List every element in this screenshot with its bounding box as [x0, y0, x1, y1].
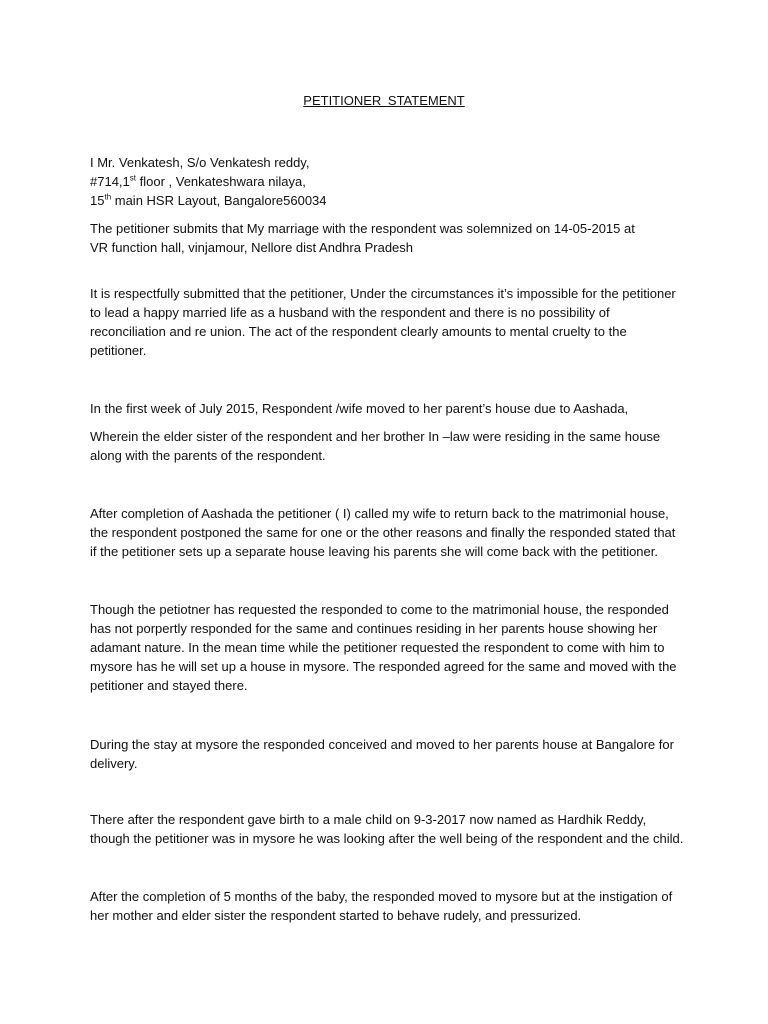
paragraph-line: delivery.: [90, 756, 138, 771]
paragraph-birth: [90, 810, 700, 848]
paragraph-line: petitioner.: [90, 343, 147, 358]
paragraph-line: After completion of Aashada the petitioner ( I) called my wife to return back to the matrimonial house,: [90, 506, 669, 521]
paragraph-line: Wherein the elder sister of the respondent and her brother In –law were residing in the same house: [90, 429, 661, 444]
paragraph-line: though the petitioner was in mysore he was looking after the well being of the respondent and the child.: [90, 831, 684, 846]
paragraph-line: adamant nature. In the mean time while the petitioner requested the respondent to come with him to: [90, 640, 665, 655]
paragraph-line: Though the petiotner has requested the responded to come to the matrimonial house, the responded: [90, 602, 669, 617]
address-line-1: I Mr. Venkatesh, S/o Venkatesh reddy,: [90, 155, 310, 170]
paragraph-line: There after the respondent gave birth to a male child on 9-3-2017 now named as Hardhik Reddy,: [90, 812, 647, 827]
paragraph-line: has not porpertly responded for the same and continues residing in her parents house showing her: [90, 621, 658, 636]
paragraph-delivery: [90, 735, 700, 773]
address-line-2: [90, 172, 700, 191]
paragraph-line: In the first week of July 2015, Respondent /wife moved to her parent’s house due to Aashada,: [90, 401, 629, 416]
paragraph-line: It is respectfully submitted that the petitioner, Under the circumstances it’s impossible for the petitioner: [90, 286, 676, 301]
paragraph-line: the respondent postponed the same for one or the other reasons and finally the responded stated that: [90, 525, 676, 540]
paragraph-elder-sister: [90, 427, 700, 465]
paragraph-marriage: [90, 219, 700, 257]
address-line-2-rest: floor , Venkateshwara nilaya,: [136, 174, 306, 189]
address-line-2-superscript: st: [129, 173, 136, 183]
paragraph-mysore-move: [90, 600, 700, 695]
paragraph-five-months: [90, 887, 700, 925]
document-title: PETITIONER STATEMENT: [303, 93, 465, 108]
paragraph-submission: [90, 284, 700, 360]
paragraph-line: The petitioner submits that My marriage with the respondent was solemnized on 14-05-2015 at: [90, 221, 635, 236]
paragraph-line: After the completion of 5 months of the baby, the responded moved to mysore but at the instigation of: [90, 889, 673, 904]
paragraph-line: reconciliation and re union. The act of the respondent clearly amounts to mental cruelty to the: [90, 324, 627, 339]
paragraph-line: VR function hall, vinjamour, Nellore dist Andhra Pradesh: [90, 240, 414, 255]
paragraph-aashada: [90, 504, 700, 561]
paragraph-line: During the stay at mysore the responded conceived and moved to her parents house at Bangalore for: [90, 737, 674, 752]
address-line-3-text: 15: [90, 193, 105, 208]
paragraph-line: if the petitioner sets up a separate house leaving his parents she will come back with the petitioner.: [90, 544, 658, 559]
paragraph-line: along with the parents of the respondent.: [90, 448, 326, 463]
address-line-3: [90, 191, 700, 210]
petitioner-address: [90, 153, 700, 210]
paragraph-line: to lead a happy married life as a husband with the respondent and there is no possibility of: [90, 305, 610, 320]
paragraph-line: her mother and elder sister the respondent started to behave rudely, and pressurized.: [90, 908, 582, 923]
address-line-3-rest: main HSR Layout, Bangalore560034: [111, 193, 327, 208]
address-line-2-text: #714,1: [90, 174, 130, 189]
paragraph-line: mysore has he will set up a house in mysore. The responded agreed for the same and moved with the: [90, 659, 677, 674]
paragraph-july-2015: [90, 399, 700, 418]
address-line-3-superscript: th: [104, 192, 112, 202]
paragraph-line: petitioner and stayed there.: [90, 678, 248, 693]
